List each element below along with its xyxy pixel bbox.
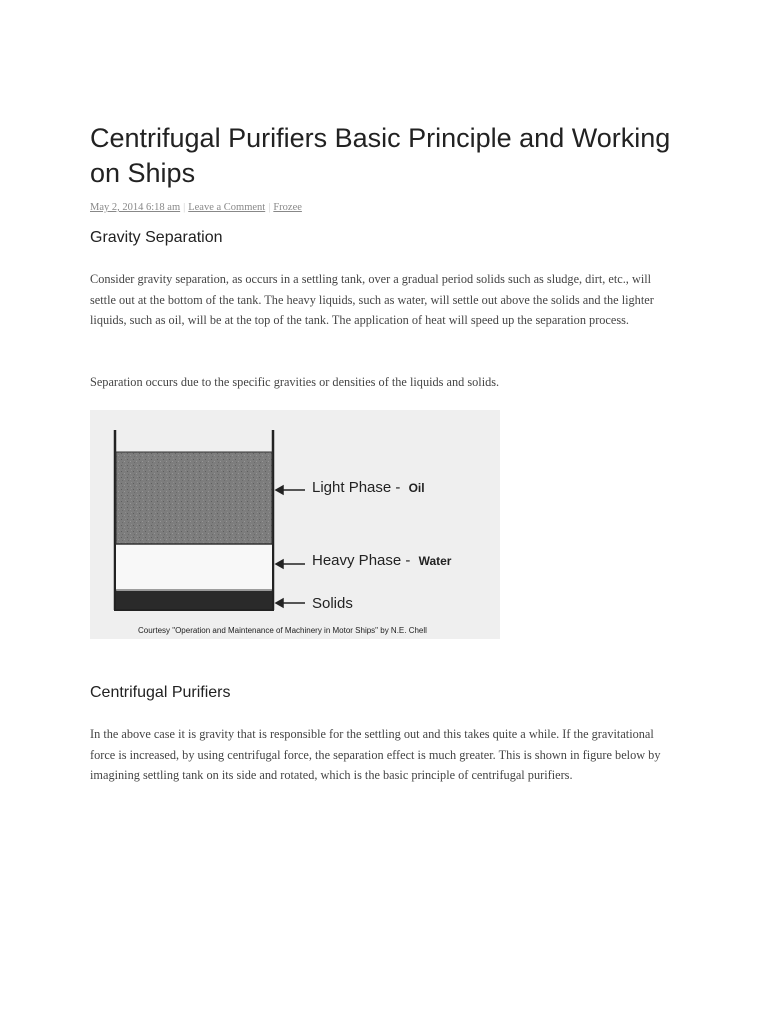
leave-comment-link[interactable]: Leave a Comment [188, 202, 266, 213]
author-link[interactable]: Frozee [273, 202, 302, 213]
section-heading-gravity-separation: Gravity Separation [90, 229, 223, 246]
section-heading-centrifugal-purifiers: Centrifugal Purifiers [90, 684, 231, 701]
solids-label: Solids [312, 595, 353, 612]
paragraph-gravity-separation: Consider gravity separation, as occurs in a settling tank, over a gradual period solids such as sludge, dirt, etc., will settle out at the bottom of the tank. The heavy liquids, such as water, will settle out above the solids and the lighter liquids, such as oil, will be at the top of the tank. The application of heat will speed up the separation process. [90, 272, 654, 328]
heavy-phase-label: Heavy Phase - Water [312, 552, 452, 569]
post-date-link[interactable]: May 2, 2014 6:18 am [90, 202, 181, 213]
meta-separator: | [268, 202, 271, 213]
solids-layer [116, 591, 272, 609]
post-meta [90, 202, 302, 213]
water-layer [116, 544, 272, 590]
meta-separator: | [183, 202, 186, 213]
paragraph-centrifugal-purifiers: In the above case it is gravity that is responsible for the settling out and this takes quite a while. If the gravitational force is increased, by using centrifugal force, the separation effect is much greater. This is shown in figure below by imagining settling tank on its side and rotated, which is the basic principle of centrifugal purifiers. [90, 727, 661, 783]
settling-tank-diagram [90, 410, 500, 639]
light-phase-label: Light Phase - Oil [312, 479, 425, 496]
figure-caption: Courtesy "Operation and Maintenance of Machinery in Motor Ships" by N.E. Chell [138, 626, 427, 635]
settling-tank-figure [90, 410, 500, 639]
oil-layer [116, 452, 272, 544]
page-title: Centrifugal Purifiers Basic Principle and Working on Ships [90, 123, 671, 188]
paragraph-separation-cause: Separation occurs due to the specific gravities or densities of the liquids and solids. [90, 375, 500, 389]
